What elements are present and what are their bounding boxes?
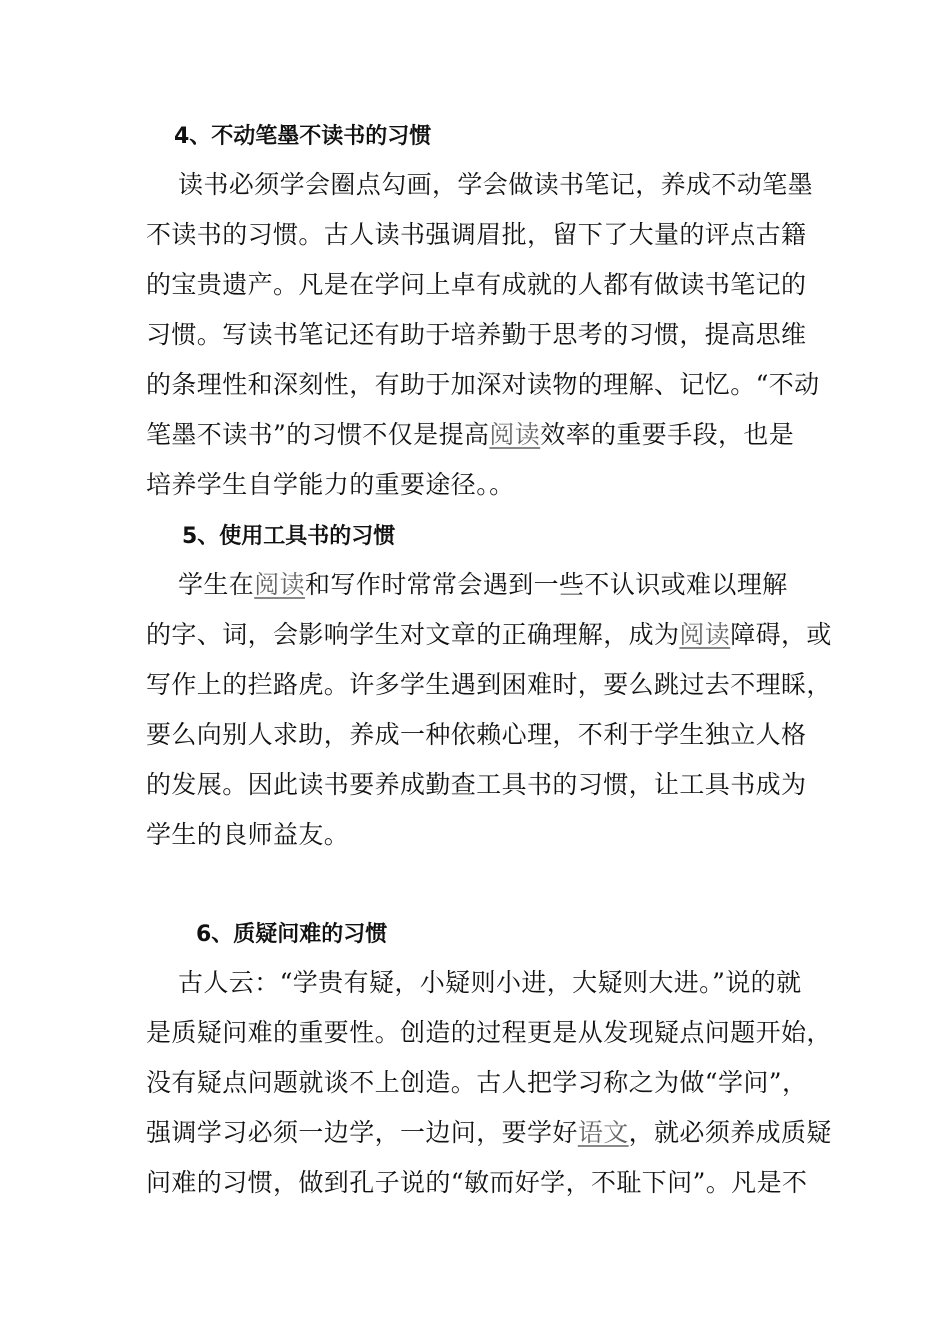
paragraph-line: [146, 268, 806, 302]
section-5-heading: 5、使用工具书的习惯: [182, 524, 396, 549]
paragraph-line: [146, 818, 349, 852]
section-6-heading: 6、质疑问难的习惯: [196, 922, 388, 947]
text-run: 没有疑点问题就谈不上创造。古人把学习称之为做“学问”，: [146, 1068, 808, 1097]
paragraph-line: [178, 168, 813, 202]
text-run: 强调学习必须一边学，一边问，要学好: [146, 1118, 578, 1147]
paragraph-line: [146, 1116, 832, 1150]
text-run: ，就必须养成质疑: [628, 1118, 832, 1147]
text-run: 是质疑问难的重要性。创造的过程更是从发现疑点问题开始，: [146, 1018, 832, 1047]
text-run: 古人云：“学贵有疑，小疑则小进，大疑则大进。”说的就: [178, 968, 802, 997]
link-yuwen[interactable]: 语文: [577, 1118, 629, 1147]
link-yuedu[interactable]: 阅读: [489, 420, 541, 449]
paragraph-line: [146, 318, 806, 352]
text-run: 问难的习惯，做到孔子说的“敏而好学，不耻下问”。凡是不: [146, 1168, 808, 1197]
paragraph-line: [146, 1016, 832, 1050]
text-run: 的发展。因此读书要养成勤查工具书的习惯，让工具书成为: [146, 770, 807, 799]
paragraph-line: [146, 668, 832, 702]
text-run: 的宝贵遗产。凡是在学问上卓有成就的人都有做读书笔记的: [146, 270, 807, 299]
paragraph-line: [146, 768, 806, 802]
text-run: 笔墨不读书”的习惯不仅是提高: [146, 420, 490, 449]
paragraph-line: [146, 718, 806, 752]
paragraph-line: [146, 418, 794, 452]
text-run: 培养学生自学能力的重要途径。。: [146, 470, 515, 499]
link-yuedu[interactable]: 阅读: [254, 570, 306, 599]
text-run: 学生在: [178, 570, 255, 599]
text-run: 读书必须学会圈点勾画，学会做读书笔记，养成不动笔墨: [178, 170, 814, 199]
text-run: 和写作时常常会遇到一些不认识或难以理解: [305, 570, 788, 599]
paragraph-line: [178, 966, 801, 1000]
text-run: 的字、词，会影响学生对文章的正确理解，成为: [146, 620, 680, 649]
paragraph-line: [146, 468, 515, 502]
text-run: 障碍，或: [730, 620, 832, 649]
paragraph-line: [146, 1166, 807, 1200]
paragraph-line: [146, 1066, 807, 1100]
text-run: 写作上的拦路虎。许多学生遇到困难时，要么跳过去不理睬，: [146, 670, 832, 699]
text-run: 习惯。写读书笔记还有助于培养勤于思考的习惯，提高思维: [146, 320, 807, 349]
section-4-heading: 4、不动笔墨不读书的习惯: [174, 124, 432, 149]
text-run: 学生的良师益友。: [146, 820, 350, 849]
paragraph-line: [146, 218, 806, 252]
link-yuedu[interactable]: 阅读: [679, 620, 731, 649]
paragraph-line: [178, 568, 788, 602]
text-run: 的条理性和深刻性，有助于加深对读物的理解、记忆。“不动: [146, 370, 820, 399]
text-run: 不读书的习惯。古人读书强调眉批，留下了大量的评点古籍: [146, 220, 807, 249]
paragraph-line: [146, 618, 832, 652]
text-run: 效率的重要手段，也是: [540, 420, 795, 449]
paragraph-line: [146, 368, 820, 402]
text-run: 要么向别人求助，养成一种依赖心理，不利于学生独立人格: [146, 720, 807, 749]
